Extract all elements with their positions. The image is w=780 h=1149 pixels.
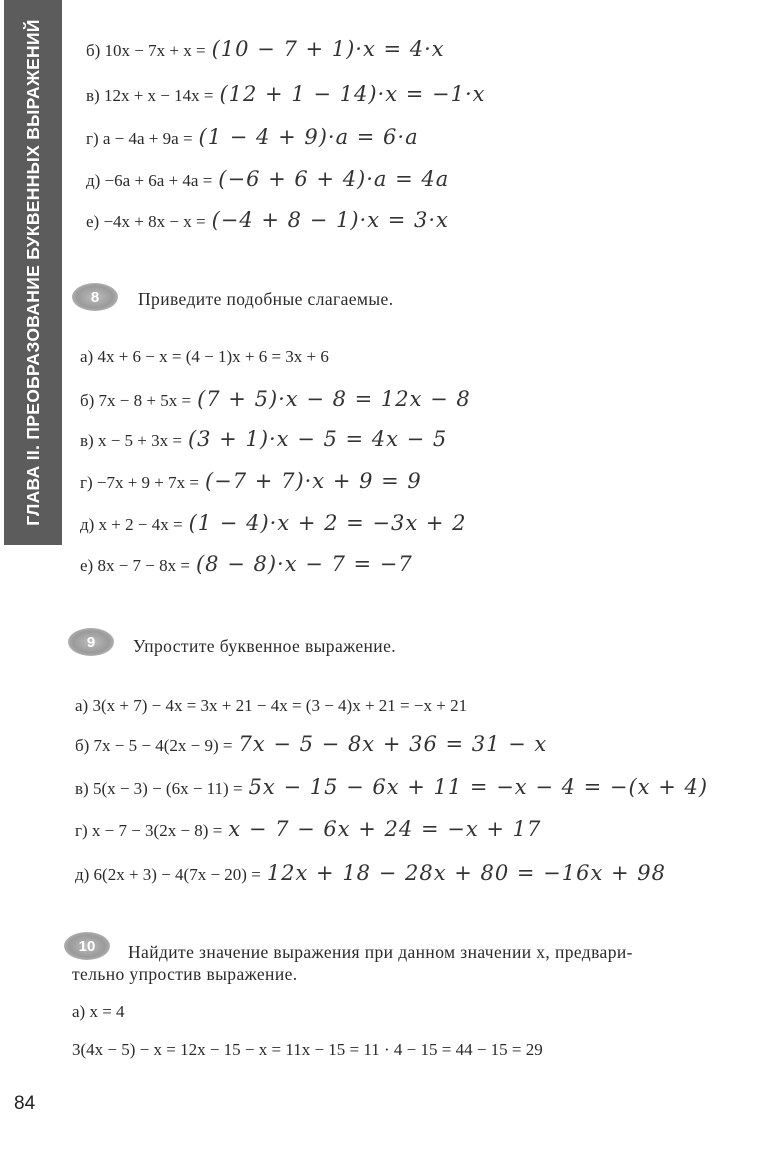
top-item-e <box>86 209 449 233</box>
ex8-item-e <box>80 553 413 577</box>
printed-text: а) 3(x + 7) − 4x = 3x + 21 − 4x = (3 − 4)x + 21 = −x + 21 <box>75 696 468 715</box>
handwritten-answer: 5x − 15 − 6x + 11 = −x − 4 = −(x + 4) <box>248 775 709 799</box>
handwritten-answer: (−6 + 6 + 4)·a = 4a <box>218 167 450 191</box>
ex10-item-a-solution: 3(4x − 5) − x = 12x − 15 − x = 11x − 15 = 11 · 4 − 15 = 44 − 15 = 29 <box>72 1040 543 1059</box>
ex9-item-g <box>75 818 541 842</box>
handwritten-answer: (8 − 8)·x − 7 = −7 <box>195 552 413 576</box>
handwritten-answer: (10 − 7 + 1)·x = 4·x <box>211 37 445 61</box>
printed-text: в) 12x + x − 14x = <box>86 86 214 105</box>
top-item-v <box>86 83 485 107</box>
ex8-item-v <box>80 428 447 452</box>
exercise-8-title: Приведите подобные слагаемые. <box>138 289 394 309</box>
printed-text: г) a − 4a + 9a = <box>86 129 193 148</box>
handwritten-answer: 12x + 18 − 28x + 80 = −16x + 98 <box>266 861 666 885</box>
ex8-item-b <box>80 388 471 412</box>
handwritten-answer: 7x − 5 − 8x + 36 = 31 − x <box>238 732 548 756</box>
ex9-item-b <box>75 733 547 757</box>
exercise-9-title: Упростите буквенное выражение. <box>133 636 397 656</box>
handwritten-answer: (1 − 4)·x + 2 = −3x + 2 <box>188 511 467 535</box>
top-item-b <box>86 38 445 62</box>
exercise-10-title-line1: Найдите значение выражения при данном значении x, предвари- <box>128 942 633 962</box>
handwritten-answer: (1 − 4 + 9)·a = 6·a <box>198 125 419 149</box>
ex9-item-v <box>75 776 708 800</box>
top-item-d <box>86 168 449 192</box>
chapter-title: ГЛАВА II. ПРЕОБРАЗОВАНИЕ БУКВЕННЫХ ВЫРАЖЕНИЙ <box>22 19 43 526</box>
ex9-item-a <box>75 695 467 717</box>
ex10-item-a-condition: а) x = 4 <box>72 1002 125 1021</box>
ex9-item-d <box>75 862 666 886</box>
handwritten-answer: (12 + 1 − 14)·x = −1·x <box>219 82 486 106</box>
handwritten-answer: (7 + 5)·x − 8 = 12x − 8 <box>197 387 471 411</box>
printed-text: б) 10x − 7x + x = <box>86 41 206 60</box>
printed-text: в) 5(x − 3) − (6x − 11) = <box>75 779 243 798</box>
chapter-sidebar-text <box>4 0 62 545</box>
printed-text: е) 8x − 7 − 8x = <box>80 556 190 575</box>
printed-text: д) x + 2 − 4x = <box>80 515 183 534</box>
exercise-number-badge: 10 <box>64 932 110 960</box>
ex8-item-g <box>80 470 422 494</box>
printed-text: б) 7x − 8 + 5x = <box>80 391 192 410</box>
handwritten-answer: (−4 + 8 − 1)·x = 3·x <box>211 208 449 232</box>
handwritten-answer: x − 7 − 6x + 24 = −x + 17 <box>228 817 542 841</box>
handwritten-answer: (−7 + 7)·x + 9 = 9 <box>204 469 422 493</box>
top-item-g <box>86 126 419 150</box>
ex8-item-d <box>80 512 467 536</box>
exercise-10-title-line2: тельно упростив выражение. <box>72 964 298 984</box>
exercise-number-badge: 9 <box>68 628 114 656</box>
printed-text: б) 7x − 5 − 4(2x − 9) = <box>75 736 233 755</box>
exercise-number-badge: 8 <box>72 283 118 311</box>
printed-text: е) −4x + 8x − x = <box>86 212 206 231</box>
printed-text: г) −7x + 9 + 7x = <box>80 473 199 492</box>
handwritten-answer: (3 + 1)·x − 5 = 4x − 5 <box>187 427 448 451</box>
printed-text: д) −6a + 6a + 4a = <box>86 171 213 190</box>
page-number: 84 <box>14 1093 36 1114</box>
ex8-item-a <box>80 346 329 368</box>
printed-text: а) 4x + 6 − x = (4 − 1)x + 6 = 3x + 6 <box>80 347 329 366</box>
printed-text: в) x − 5 + 3x = <box>80 431 182 450</box>
printed-text: д) 6(2x + 3) − 4(7x − 20) = <box>75 865 261 884</box>
printed-text: г) x − 7 − 3(2x − 8) = <box>75 821 223 840</box>
